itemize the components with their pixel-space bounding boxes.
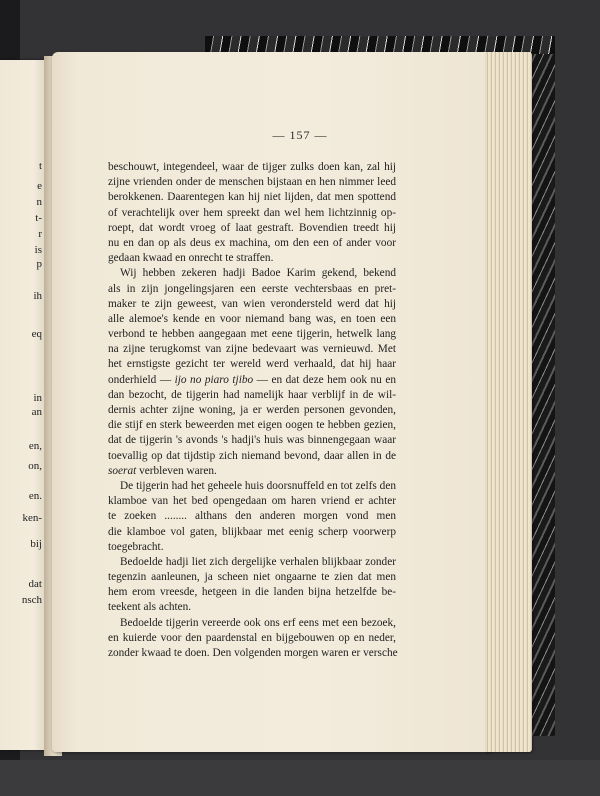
text-line: of verachtelijk over hem spreekt dan wel hem lichtzinnig op- <box>108 206 396 219</box>
text-line: Bedoelde hadji liet zich dergelijke verhalen blijkbaar zonder <box>120 555 396 568</box>
text-line: Bedoelde tijgerin vereerde ook ons erf eens met een bezoek, <box>120 616 396 629</box>
text-line: teekent als achten. <box>108 601 192 614</box>
left-page-fragment: ken- <box>22 512 42 524</box>
left-page-fragment: en, <box>28 440 42 452</box>
text-line: maker te zijn geweest, van wien verondersteld werd dat hij <box>108 297 396 310</box>
text-line: die klamboe vol gaten, blijkbaar met eenig scherp voorwerp <box>108 525 396 538</box>
text-line: nu en dan op als deus ex machina, om den een of ander voor <box>108 236 396 249</box>
text-line: en kuierde voor den paardenstal en bijgebouwen op en neder, <box>108 631 396 644</box>
left-page-fragment: bij <box>30 538 42 550</box>
page-number: — 157 — <box>272 128 328 142</box>
text-line: alle alemoe's kende en voor niemand bang was, en toen een <box>108 312 396 325</box>
left-page-fragment: en. <box>28 490 42 502</box>
text-line: toegebracht. <box>108 540 164 553</box>
text-line: tegenzin aanleunen, ja scheen niet ongaarne te zien dat men <box>108 571 396 584</box>
text-line: dernis achter zijne woning, ja er werden personen gevonden, <box>108 404 396 416</box>
text-line: zijne vrienden onder de menschen bijstaan en hen nimmer leed <box>108 176 396 189</box>
text-line: hem erom vreesde, hetgeen in die landen bijna hetzelfde be- <box>108 586 396 599</box>
left-page-fragment: in <box>33 392 42 404</box>
text-line: onderhield — ijo no piaro tjibo — en dat deze hem ook nu en <box>108 373 396 386</box>
text-line: na zijne terugkomst van zijne bedevaart was vernieuwd. Met <box>108 343 396 356</box>
left-page-fragment: nsch <box>21 594 42 606</box>
text-line: het ernstigste gezicht ter wereld werd verhaald, dat hij haar <box>108 358 396 371</box>
left-page-fragment: an <box>31 406 42 418</box>
text-line: soerat verbleven waren. <box>108 464 217 477</box>
left-page-fragment: dat <box>28 578 42 590</box>
left-page-fragment: t <box>38 160 42 172</box>
text-line: toevallig op dat tijdstip zich niemand bevond, daar allen in de <box>108 449 396 462</box>
body-text <box>108 160 396 661</box>
table-surface <box>0 760 600 796</box>
text-line: dat de tijgerin 's avonds 's hadji's huis was binnengegaan waar <box>108 434 396 447</box>
text-line: gedaan kwaad en onrecht te straffen. <box>108 252 274 265</box>
left-page-fragment: ih <box>33 290 42 302</box>
left-page-fragment: e <box>37 180 42 192</box>
left-page-fragment: eq <box>31 328 42 340</box>
left-page <box>0 60 50 750</box>
text-line: die stijf en sterk beweerden met eigen oogen te hebben gezien, <box>108 419 396 432</box>
left-page-fragment: is <box>34 244 42 256</box>
text-line: te zoeken ........ althans den anderen morgen vond men <box>108 510 396 523</box>
text-line: dan bezocht, de tijgerin had namelijk haar verblijf in de wil- <box>108 388 396 401</box>
page-edges <box>486 52 532 752</box>
text-line: roept, dat wordt vroeg of laat gestraft. Bovendien treedt hij <box>108 221 396 234</box>
text-line: Wij hebben zekeren hadji Badoe Karim gekend, bekend <box>120 267 396 280</box>
left-page-fragment: p <box>36 258 42 270</box>
text-line: klamboe van het bed opengedaan om haren vriend er achter <box>108 495 396 508</box>
text-line: verbond te hebben aangegaan met eene tijgerin, hetwelk lang <box>108 328 396 341</box>
left-page-fragment: n <box>36 196 42 208</box>
text-line: berokkenen. Daarentegen kan hij niet lijden, dat men spottend <box>108 191 396 204</box>
text-line: als in zijn jongelingsjaren een eerste vechtersbaas en pret- <box>108 282 396 295</box>
text-line: De tijgerin had het geheele huis doorsnuffeld en tot zelfs den <box>120 479 396 492</box>
left-page-fragment: r <box>38 228 42 240</box>
left-page-fragment: t- <box>35 212 42 224</box>
text-line: zonder kwaad te doen. Den volgenden morgen waren er versche <box>108 647 398 659</box>
text-line: beschouwt, integendeel, waar de tijger zulks doen kan, zal hij <box>108 161 396 173</box>
left-page-fragment: on, <box>28 460 42 472</box>
